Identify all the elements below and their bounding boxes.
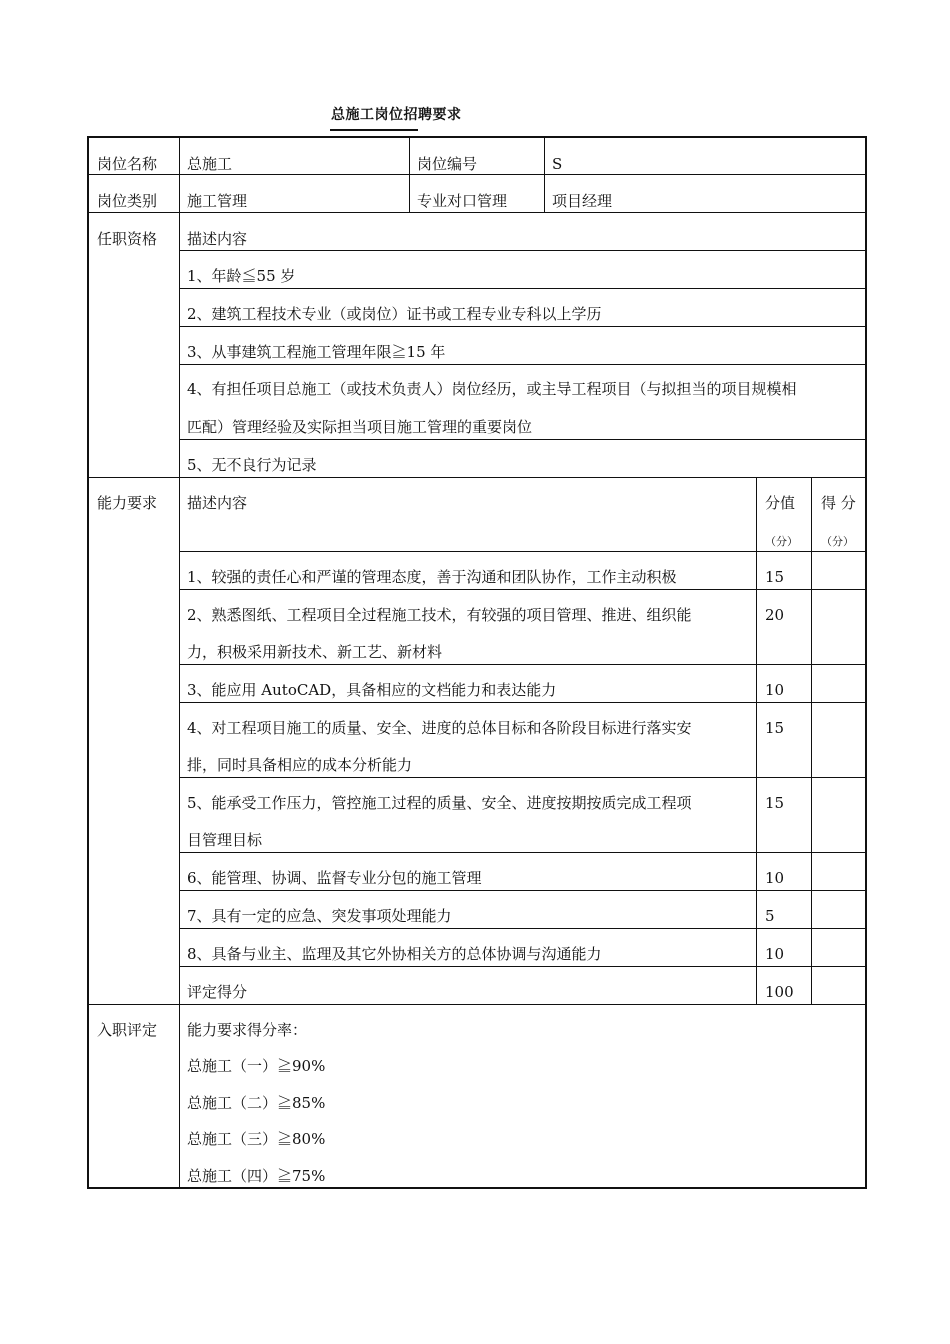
row-divider: [179, 664, 865, 665]
row-divider: [179, 250, 865, 251]
post-code-label: 岗位编号: [417, 155, 478, 173]
entry-line: 总施工（二）≧85%: [187, 1094, 326, 1112]
qualification-label: 任职资格: [97, 230, 158, 248]
qualification-item: 4、有担任项目总施工（或技术负责人）岗位经历，或主导工程项目（与拟担当的项目规模相: [187, 380, 797, 398]
ability-item: 7、具有一定的应急、突发事项处理能力: [187, 907, 452, 925]
ability-score: 15: [765, 719, 785, 737]
qualification-item: 5、无不良行为记录: [187, 456, 317, 474]
section-divider: [89, 477, 865, 478]
counterpart-value: 项目经理: [552, 192, 613, 210]
ability-item-continued: 力，积极采用新技术、新工艺、新材料: [187, 643, 443, 661]
row-divider: [179, 364, 865, 365]
entry-line: 总施工（三）≧80%: [187, 1130, 326, 1148]
ability-item: 2、熟悉图纸、工程项目全过程施工技术，有较强的项目管理、推进、组织能: [187, 606, 692, 624]
entry-line: 总施工（一）≧90%: [187, 1057, 326, 1075]
post-name-label: 岗位名称: [97, 155, 158, 173]
ability-item-continued: 目管理目标: [187, 831, 263, 849]
ability-item: 4、对工程项目施工的质量、安全、进度的总体目标和各阶段目标进行落实安: [187, 719, 692, 737]
ability-score: 20: [765, 606, 785, 624]
ability-item: 5、能承受工作压力，管控施工过程的质量、安全、进度按期按质完成工程项: [187, 794, 692, 812]
row-divider: [179, 326, 865, 327]
row-divider: [179, 551, 865, 552]
ability-score: 5: [765, 907, 775, 925]
row-divider: [179, 966, 865, 967]
row-divider: [89, 174, 865, 175]
ability-score: 10: [765, 681, 785, 699]
ability-score: 15: [765, 794, 785, 812]
qualification-desc-header: 描述内容: [187, 230, 248, 248]
ability-desc-header: 描述内容: [187, 494, 248, 512]
post-type-value: 施工管理: [187, 192, 248, 210]
post-name-value: 总施工: [187, 155, 233, 173]
score-header: 分值: [765, 494, 796, 512]
column-divider: [811, 477, 812, 1004]
ability-item-continued: 排，同时具备相应的成本分析能力: [187, 756, 413, 774]
got-score-header: 得 分: [821, 494, 856, 512]
score-unit: （分）: [765, 535, 798, 548]
recruitment-form-table: [87, 136, 867, 1189]
counterpart-label: 专业对口管理: [417, 192, 508, 210]
qualification-item: 1、年龄≦55 岁: [187, 267, 296, 285]
page-title: 总施工岗位招聘要求: [331, 107, 462, 123]
column-divider: [544, 138, 545, 212]
row-divider: [179, 928, 865, 929]
section-divider: [89, 1004, 865, 1005]
row-divider: [179, 702, 865, 703]
total-score-value: 100: [765, 983, 794, 1001]
column-divider: [179, 138, 180, 1187]
qualification-item-continued: 匹配）管理经验及实际担当项目施工管理的重要岗位: [187, 418, 533, 436]
ability-item: 3、能应用 AutoCAD，具备相应的文档能力和表达能力: [187, 681, 557, 699]
entry-line: 总施工（四）≧75%: [187, 1167, 326, 1185]
ability-score: 10: [765, 945, 785, 963]
row-divider: [179, 852, 865, 853]
row-divider: [89, 212, 865, 213]
post-code-value: S: [552, 155, 563, 173]
row-divider: [179, 439, 865, 440]
post-type-label: 岗位类别: [97, 192, 158, 210]
total-score-label: 评定得分: [187, 983, 248, 1001]
row-divider: [179, 777, 865, 778]
ability-label: 能力要求: [97, 494, 158, 512]
qualification-item: 3、从事建筑工程施工管理年限≧15 年: [187, 343, 446, 361]
title-underline: [330, 129, 418, 131]
entry-label: 入职评定: [97, 1021, 158, 1039]
row-divider: [179, 890, 865, 891]
ability-item: 6、能管理、协调、监督专业分包的施工管理: [187, 869, 482, 887]
entry-line: 能力要求得分率：: [187, 1021, 308, 1039]
column-divider: [409, 138, 410, 212]
ability-score: 15: [765, 568, 785, 586]
got-score-unit: （分）: [821, 535, 854, 548]
ability-item: 8、具备与业主、监理及其它外协相关方的总体协调与沟通能力: [187, 945, 602, 963]
qualification-item: 2、建筑工程技术专业（或岗位）证书或工程专业专科以上学历: [187, 305, 602, 323]
column-divider: [756, 477, 757, 1004]
row-divider: [179, 288, 865, 289]
ability-item: 1、较强的责任心和严谨的管理态度，善于沟通和团队协作，工作主动积极: [187, 568, 677, 586]
ability-score: 10: [765, 869, 785, 887]
row-divider: [179, 589, 865, 590]
